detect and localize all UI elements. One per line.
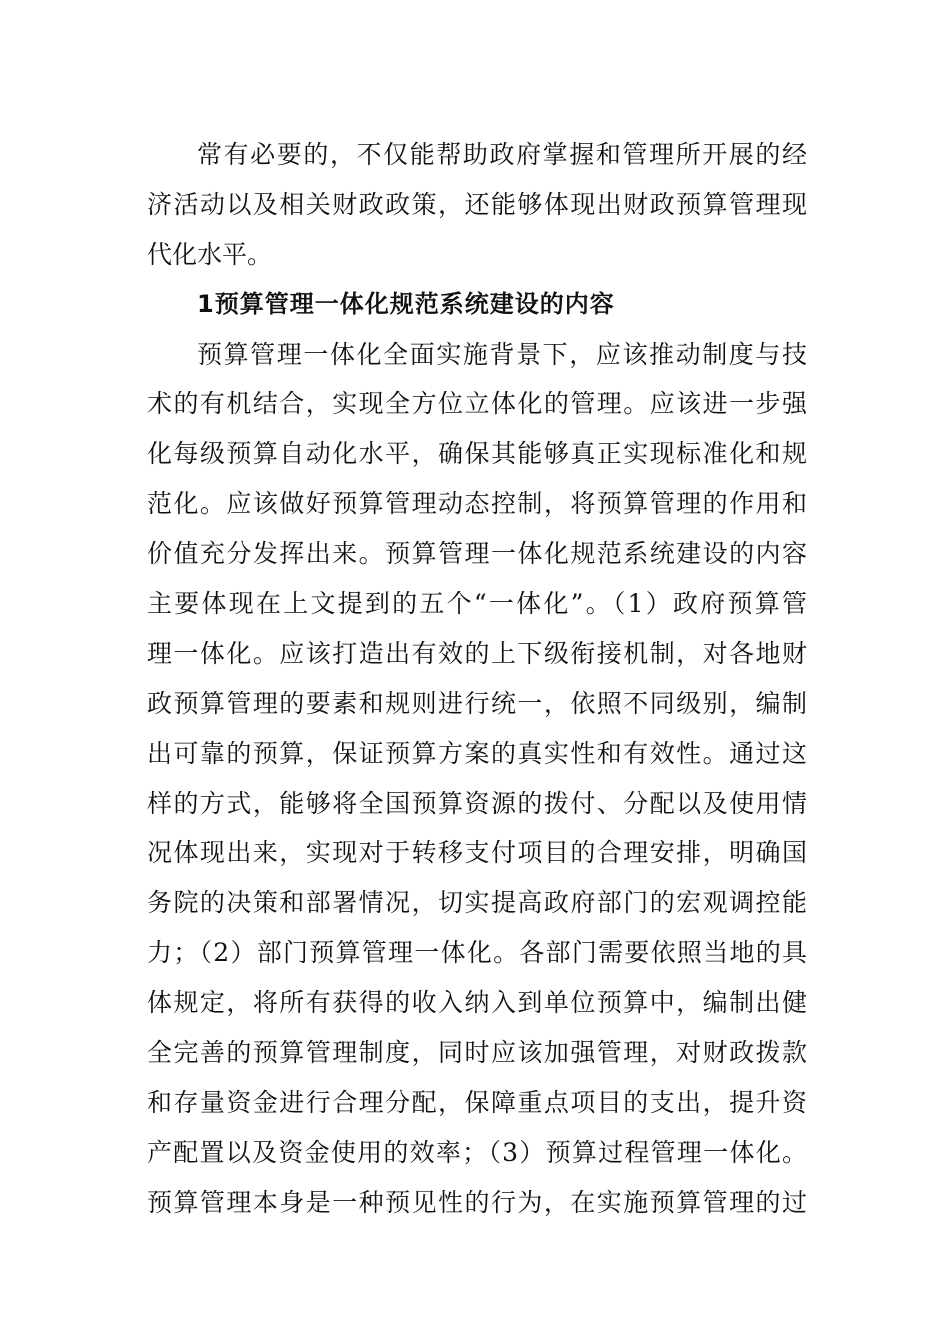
paragraph-line: 代化水平。 — [147, 239, 273, 269]
paragraph-line: 常有必要的，不仅能帮助政府掌握和管理所开展的经 — [197, 140, 807, 169]
paragraph-line: 主要体现在上文提到的五个“一体化”。（1）政府预算管 — [147, 589, 807, 619]
paragraph-line: 样的方式，能够将全国预算资源的拨付、分配以及使用情 — [147, 788, 807, 818]
paragraph-line: 济活动以及相关财政政策，还能够体现出财政预算管理现 — [147, 189, 807, 219]
paragraph-line: 预算管理一体化全面实施背景下，应该推动制度与技 — [197, 339, 807, 369]
paragraph-line: 化每级预算自动化水平，确保其能够真正实现标准化和规 — [147, 439, 807, 469]
paragraph-line: 出可靠的预算，保证预算方案的真实性和有效性。通过这 — [147, 738, 807, 768]
paragraph-line: 和存量资金进行合理分配，保障重点项目的支出，提升资 — [147, 1087, 807, 1117]
paragraph-line: 体规定，将所有获得的收入纳入到单位预算中，编制出健 — [147, 988, 807, 1018]
paragraph-line: 预算管理本身是一种预见性的行为，在实施预算管理的过 — [147, 1187, 807, 1217]
document-body — [147, 130, 807, 1228]
paragraph-line: 力；（2）部门预算管理一体化。各部门需要依照当地的具 — [147, 938, 807, 968]
paragraph-line: 术的有机结合，实现全方位立体化的管理。应该进一步强 — [147, 389, 807, 419]
paragraph-line: 政预算管理的要素和规则进行统一，依照不同级别，编制 — [147, 688, 807, 718]
paragraph-line: 范化。应该做好预算管理动态控制，将预算管理的作用和 — [147, 489, 807, 519]
paragraph-line: 理一体化。应该打造出有效的上下级衔接机制，对各地财 — [147, 638, 807, 668]
paragraph-line: 产配置以及资金使用的效率；（3）预算过程管理一体化。 — [147, 1137, 807, 1167]
paragraph-line: 况体现出来，实现对于转移支付项目的合理安排，明确国 — [147, 838, 807, 868]
paragraph-line: 全完善的预算管理制度，同时应该加强管理，对财政拨款 — [147, 1038, 807, 1068]
section-heading: 1预算管理一体化规范系统建设的内容 — [197, 289, 615, 318]
paragraph-line: 务院的决策和部署情况，切实提高政府部门的宏观调控能 — [147, 888, 807, 918]
paragraph-line: 价值充分发挥出来。预算管理一体化规范系统建设的内容 — [147, 539, 807, 569]
